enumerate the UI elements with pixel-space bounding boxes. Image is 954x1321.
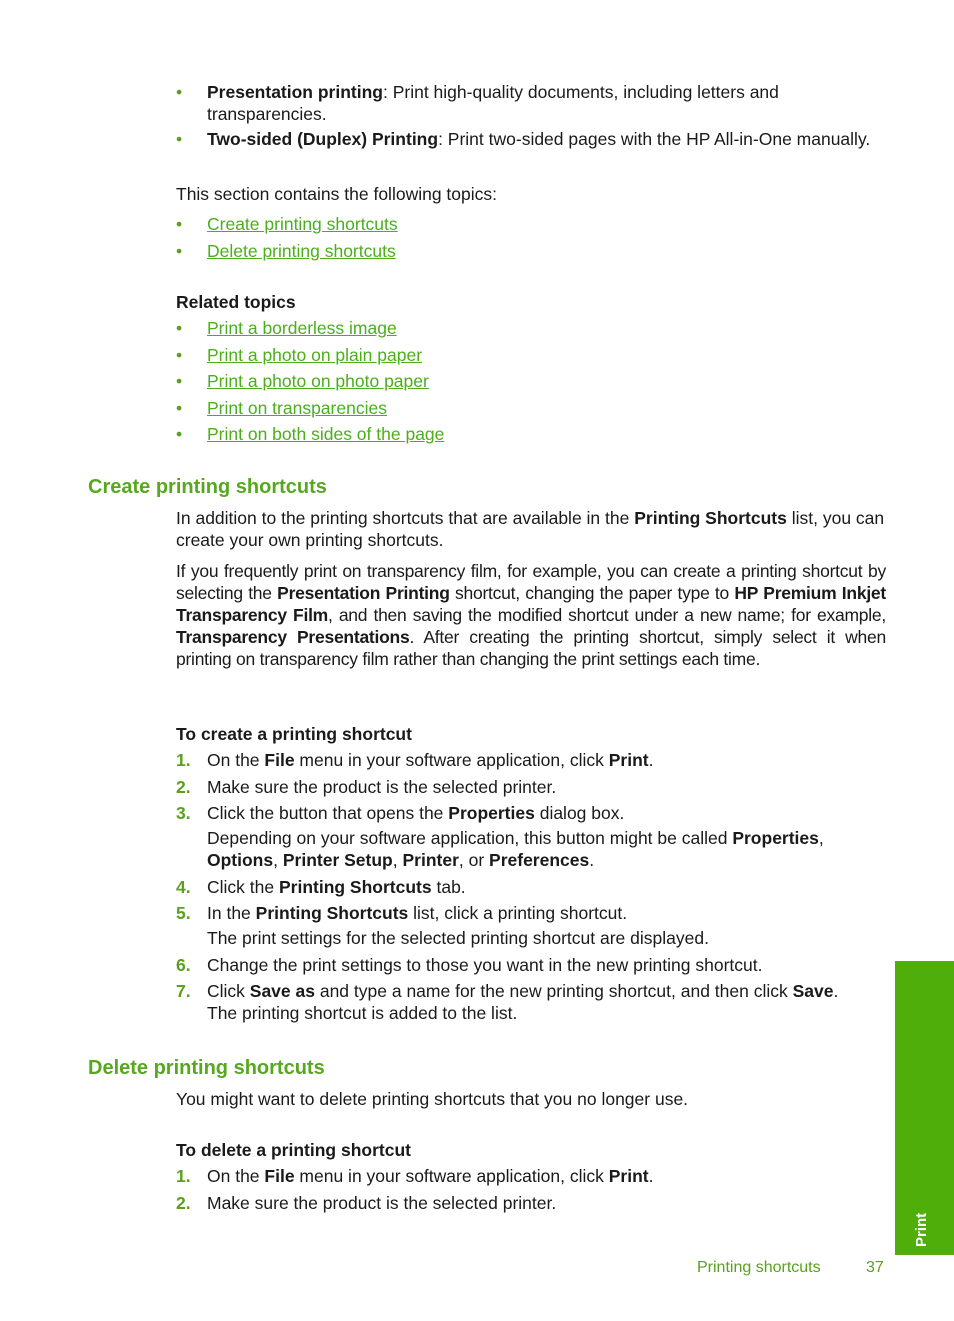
page-number: 37 [866, 1259, 884, 1276]
list-item [176, 370, 886, 392]
list-item: 6. Change the print settings to those you want in the new printing shortcut. [176, 954, 763, 975]
topics-intro: This section contains the following topics: [176, 184, 497, 204]
step-3-note: Depending on your software application, this button might be called Properties, Options, Printer Setup, Printer, or Preferences. [207, 828, 824, 870]
link-photo-photo-paper[interactable]: Print a photo on photo paper [207, 371, 429, 391]
bullet-icon: • [176, 424, 183, 444]
bullet-icon: • [176, 241, 183, 261]
link-delete-printing-shortcuts[interactable]: Delete printing shortcuts [207, 241, 396, 261]
link-photo-plain-paper[interactable]: Print a photo on plain paper [207, 344, 423, 365]
delete-procedure-heading: To delete a printing shortcut [176, 1140, 411, 1160]
related-topics-heading: Related topics [176, 292, 296, 312]
link-both-sides[interactable]: Print on both sides of the page [207, 424, 445, 444]
list-item: 7. Click Save as and type a name for the new printing shortcut, and then click Save. The printing shortcut is added to the list. [176, 980, 886, 1024]
link-borderless-image[interactable]: Print a borderless image [207, 318, 397, 338]
step-5-note: The print settings for the selected printing shortcut are displayed. [207, 928, 709, 948]
footer-section-title: Printing shortcuts [697, 1259, 821, 1276]
list-item: 3. Click the button that opens the Properties dialog box. Depending on your software application, this button might be called Properties, Options, Printer Setup, Printer, or Preferences. [176, 802, 886, 871]
list-item: 2. Make sure the product is the selected printer. [176, 776, 557, 797]
create-procedure-heading: To create a printing shortcut [176, 724, 412, 744]
list-item: • Presentation printing: Print high-quality documents, including letters and transparencies. [176, 82, 779, 124]
bullet-icon: • [176, 318, 183, 338]
related-link-list [176, 317, 886, 445]
create-paragraph-1: In addition to the printing shortcuts that are available in the Printing Shortcuts list, you can create your own printing shortcuts. [176, 508, 885, 550]
topic-link-list [176, 213, 886, 262]
delete-paragraph: You might want to delete printing shortcuts that you no longer use. [176, 1089, 689, 1109]
list-item: 4. Click the Printing Shortcuts tab. [176, 876, 466, 897]
list-item [176, 213, 886, 235]
link-transparencies[interactable]: Print on transparencies [207, 397, 387, 418]
list-item [176, 344, 886, 366]
list-item: 2. Make sure the product is the selected printer. [176, 1192, 557, 1213]
list-item: 1. On the File menu in your software application, click Print. [176, 750, 654, 770]
intro-bullet-list [176, 81, 886, 150]
bullet-icon: • [176, 371, 183, 391]
section-heading-create: Create printing shortcuts [88, 476, 327, 498]
delete-steps-list [176, 1165, 886, 1214]
list-item: 1. On the File menu in your software application, click Print. [176, 1166, 654, 1186]
list-item: 5. In the Printing Shortcuts list, click a printing shortcut. The print settings for the selected printing shortcut are displayed. [176, 902, 886, 949]
create-paragraph-2: If you frequently print on transparency film, for example, you can create a printing shortcut by selecting the Presentation Printing shortcut, changing the paper type to HP Premium Inkjet Transparency Film, and then saving the modified shortcut under a new name; for example, Transparency Presentations. After creating the printing shortcut, simply select it when printing on transparency film rather than changing the print settings each time. [176, 561, 887, 669]
bullet-icon: • [176, 129, 183, 149]
bullet-icon: • [176, 344, 183, 365]
step-7-note: The printing shortcut is added to the list. [207, 1003, 518, 1023]
bullet-icon: • [176, 214, 183, 234]
list-item: • Two-sided (Duplex) Printing: Print two-sided pages with the HP All-in-One manually. [176, 129, 871, 149]
section-heading-delete: Delete printing shortcuts [88, 1057, 325, 1079]
chapter-side-tab [895, 961, 954, 1255]
create-steps-list [176, 749, 886, 1024]
bullet-icon: • [176, 82, 183, 102]
list-item [176, 397, 886, 419]
list-item [176, 423, 886, 445]
side-tab-label: Print [913, 1212, 930, 1247]
bullet-icon: • [176, 397, 183, 418]
list-item [176, 240, 886, 262]
list-item [176, 317, 886, 339]
link-create-printing-shortcuts[interactable]: Create printing shortcuts [207, 214, 398, 234]
